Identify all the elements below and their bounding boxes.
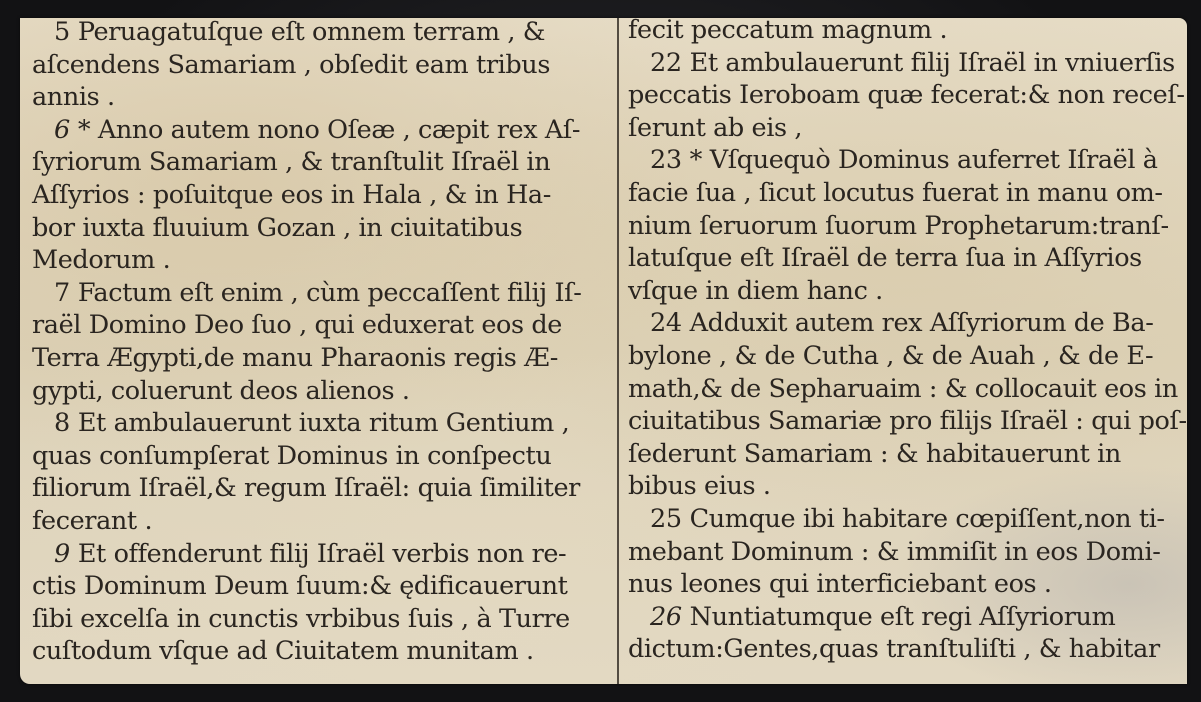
verse-text: latuſque eſt Iſraël de terra ſua in Aſſyrios [628, 243, 1142, 274]
verse-number: 22 [650, 47, 682, 78]
verse-text: dictum:Gentes,quas tranſtuliſti , & habitar [628, 634, 1160, 665]
verse-start-line [32, 538, 617, 571]
verse-text: Medorum . [32, 245, 171, 276]
verse-text: Nuntiatumque eſt regi Aſſyriorum [689, 601, 1116, 632]
page-fragment [20, 18, 1187, 684]
verse-number: 8 [54, 408, 70, 439]
text-line [32, 375, 617, 408]
text-line [32, 603, 617, 636]
text-line [628, 438, 1187, 471]
verse-text: Peruagatuſque eſt omnem terram , & [77, 18, 546, 47]
verse-text: Et ambulauerunt iuxta ritum Gentium , [77, 408, 570, 439]
verse-text: fecerant . [32, 505, 153, 536]
verse-text: mebant Dominum : & immiſit in eos Domi- [628, 536, 1161, 567]
text-line [32, 342, 617, 375]
verse-text: Terra Ægypti,de manu Pharaonis regis Æ- [32, 342, 559, 373]
verse-text: * Vſquequò Dominus auferret Iſraël à [689, 145, 1158, 176]
verse-text: cuſtodum vſque ad Ciuitatem munitam . [32, 636, 534, 667]
text-line [628, 340, 1187, 373]
verse-text: annis . [32, 82, 115, 113]
verse-text: filiorum Iſraël,& regum Iſraël: quia ſimiliter [32, 473, 580, 504]
verse-text: math,& de Sepharuaim : & collocauit eos in [628, 373, 1178, 404]
text-line [628, 633, 1187, 666]
text-line [32, 244, 617, 277]
verse-number: 26 [650, 601, 682, 632]
verse-start-line [628, 503, 1187, 536]
text-line [628, 112, 1187, 145]
verse-text: ſederunt Samariam : & habitauerunt in [628, 438, 1121, 469]
text-line [628, 536, 1187, 569]
text-line [32, 505, 617, 538]
verse-number: 9 [54, 538, 70, 569]
verse-number: 25 [650, 503, 682, 534]
verse-text: raël Domino Deo ſuo , qui eduxerat eos de [32, 310, 562, 341]
text-line [32, 309, 617, 342]
right-column [628, 18, 1187, 666]
verse-text: bor iuxta fluuium Gozan , in ciuitatibus [32, 212, 523, 243]
text-line [628, 275, 1187, 308]
verse-start-line [32, 277, 617, 310]
text-line [32, 635, 617, 668]
verse-start-line [628, 47, 1187, 80]
verse-number: 24 [650, 308, 682, 339]
verse-text: Aſſyrios : poſuitque eos in Hala , & in Ha- [32, 179, 551, 210]
verse-text: ciuitatibus Samariæ pro filijs Iſraël : qui poſ- [628, 406, 1187, 437]
verse-text: facie ſua , ſicut locutus fuerat in manu om- [628, 177, 1163, 208]
text-line [32, 472, 617, 505]
text-line [32, 179, 617, 212]
verse-text: ſyriorum Samariam , & tranſtulit Iſraël in [32, 147, 551, 178]
verse-text: ctis Dominum Deum ſuum:& ędificauerunt [32, 571, 568, 602]
verse-text: Cumque ibi habitare cœpiſſent,non ti- [689, 503, 1165, 534]
verse-text: ſibi excelſa in cunctis vrbibus ſuis , à Turre [32, 603, 570, 634]
verse-text: Factum eſt enim , cùm peccaſſent filij Iſ- [77, 277, 582, 308]
verse-text: bylone , & de Cutha , & de Auah , & de E- [628, 340, 1154, 371]
verse-start-line [32, 407, 617, 440]
verse-start-line [628, 144, 1187, 177]
text-line [32, 570, 617, 603]
verse-text: quas conſumpſerat Dominus in conſpectu [32, 440, 552, 471]
verse-text: fecit peccatum magnum . [628, 18, 948, 45]
text-line [32, 212, 617, 245]
text-line [628, 210, 1187, 243]
text-line [628, 405, 1187, 438]
verse-text: nus leones qui interficiebant eos . [628, 569, 1052, 600]
text-line [32, 146, 617, 179]
verse-text: vſque in diem hanc . [628, 275, 883, 306]
text-line [32, 440, 617, 473]
text-line [628, 79, 1187, 112]
verse-text: nium ſeruorum ſuorum Prophetarum:tranſ- [628, 210, 1169, 241]
text-line [628, 177, 1187, 210]
text-line [628, 242, 1187, 275]
verse-text: bibus eius . [628, 471, 771, 502]
verse-text: Et offenderunt filij Iſraël verbis non re- [77, 538, 567, 569]
verse-text: Et ambulauerunt filij Iſraël in vniuerſis [689, 47, 1175, 78]
text-line [32, 81, 617, 114]
verse-number: 23 [650, 145, 682, 176]
left-column [32, 18, 617, 668]
text-line [628, 18, 1187, 47]
verse-text: aſcendens Samariam , obſedit eam tribus [32, 49, 551, 80]
verse-text: peccatis Ieroboam quæ fecerat:& non receſ- [628, 80, 1185, 111]
verse-start-line [32, 18, 617, 49]
verse-text: ſerunt ab eis , [628, 112, 803, 143]
verse-text: Adduxit autem rex Aſſyriorum de Ba- [689, 308, 1154, 339]
column-divider [617, 18, 619, 684]
verse-number: 7 [54, 277, 70, 308]
verse-number: 6 [54, 114, 70, 145]
text-line [628, 470, 1187, 503]
verse-text: * Anno autem nono Oſeæ , cæpit rex Aſ- [77, 114, 581, 145]
text-line [628, 568, 1187, 601]
verse-start-line [628, 601, 1187, 634]
verse-start-line [32, 114, 617, 147]
text-line [32, 49, 617, 82]
verse-text: gypti, coluerunt deos alienos . [32, 375, 410, 406]
text-line [628, 373, 1187, 406]
verse-number: 5 [54, 18, 70, 47]
verse-start-line [628, 307, 1187, 340]
